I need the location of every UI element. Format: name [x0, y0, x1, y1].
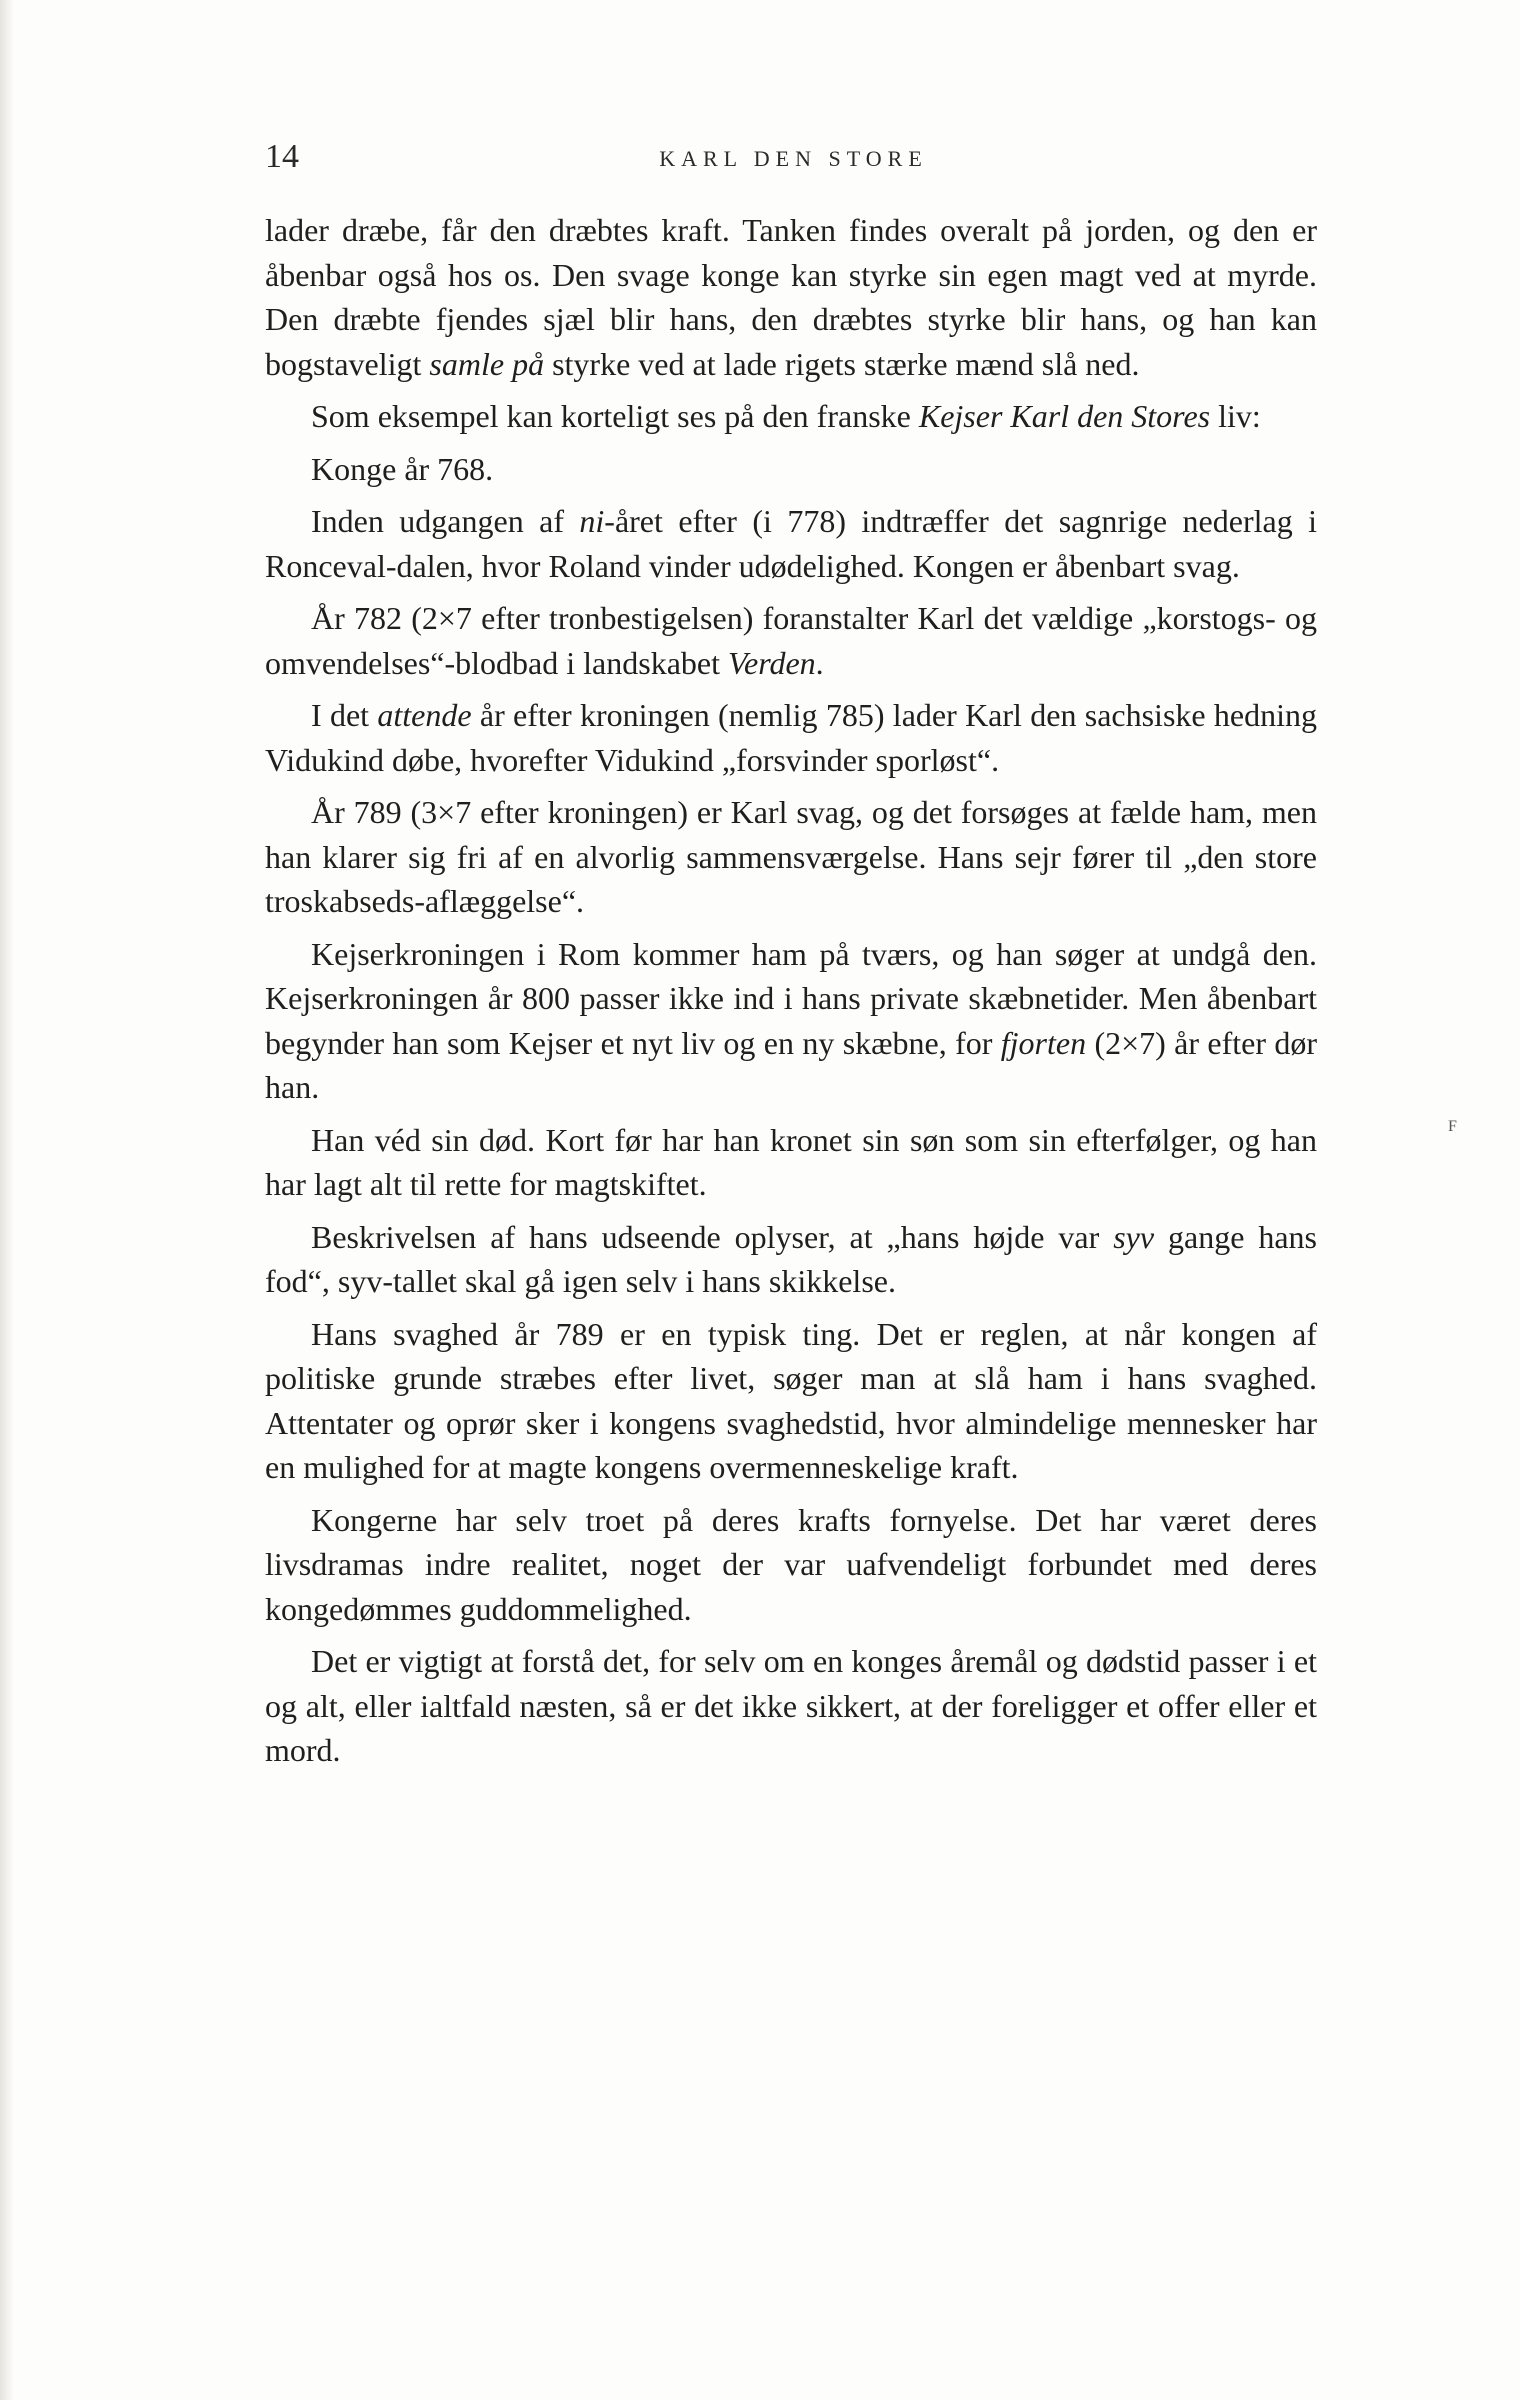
paragraph: Hans svaghed år 789 er en typisk ting. Det er reglen, at når kongen af politiske grunde stræbes efter livet, søger man at slå ham i hans svaghed. Attentater og oprør sker i kongens svaghedstid, hvor almindelige mennesker har en mulighed for at magte kongens overmenneskelige kraft. [265, 1315, 1317, 1485]
paragraph: I det attende år efter kroningen (nemlig 785) lader Karl den sachsiske hedning Vidukind døbe, hvorefter Vidukind „forsvinder sporløst“. [265, 697, 1318, 778]
body-text [265, 208, 1317, 1781]
page-header [265, 138, 1322, 188]
paragraph: lader dræbe, får den dræbtes kraft. Tanken findes overalt på jorden, og den er åbenbar også hos os. Den svage konge kan styrke sin egen magt ved at myrde. Den dræbte fjendes sjæl blir hans, den dræbtes styrke blir hans, og han kan bogstaveligt samle på styrke ved at lade rigets stærke mænd slå ned. [265, 212, 1317, 382]
paragraph: År 782 (2×7 efter tronbestigelsen) foranstalter Karl det vældige „korstogs- og omvendelses“-blodbad i landskabet Verden. [265, 600, 1317, 681]
paragraph: Det er vigtigt at forstå det, for selv om en konges åremål og dødstid passer i et og alt, eller ialtfald næsten, så er det ikke sikkert, at der foreligger et offer eller et mord. [265, 1643, 1317, 1768]
paragraph: Han véd sin død. Kort før har han kronet sin søn som sin efterfølger, og han har lagt alt til rette for magtskiftet. [265, 1121, 1317, 1202]
paragraph: Kejserkroningen i Rom kommer ham på tværs, og han søger at undgå den. Kejserkroningen år 800 passer ikke ind i hans private skæbnetider. Men åbenbart begynder han som Kejser et nyt liv og en ny skæbne, for fjorten (2×7) år efter dør han. [265, 935, 1318, 1105]
paragraph: Inden udgangen af ni-året efter (i 778) indtræffer det sagnrige nederlag i Ronceval-dalen, hvor Roland vinder udødelighed. Kongen er åbenbart svag. [265, 503, 1317, 584]
paragraph: Beskrivelsen af hans udseende oplyser, at „hans højde var syv gange hans fod“, syv-tallet skal gå igen selv i hans skikkelse. [265, 1218, 1318, 1299]
running-head: KARL DEN STORE [659, 146, 928, 171]
paragraph: År 789 (3×7 efter kroningen) er Karl svag, og det forsøges at fælde ham, men han klarer sig fri af en alvorlig sammensværgelse. Hans sejr fører til „den store troskabseds-aflæggelse“. [265, 794, 1317, 919]
paragraph: Konge år 768. [311, 450, 494, 487]
page-number: 14 [265, 138, 299, 175]
paragraph: Kongerne har selv troet på deres krafts fornyelse. Det har været deres livsdramas indre realitet, noget der var uafvendeligt forbundet med deres kongedømmes guddommelighed. [265, 1501, 1317, 1627]
margin-mark: F [1448, 1118, 1457, 1135]
page-edge-shadow [0, 0, 14, 2400]
paragraph: Som eksempel kan korteligt ses på den franske Kejser Karl den Stores liv: [311, 398, 1261, 434]
